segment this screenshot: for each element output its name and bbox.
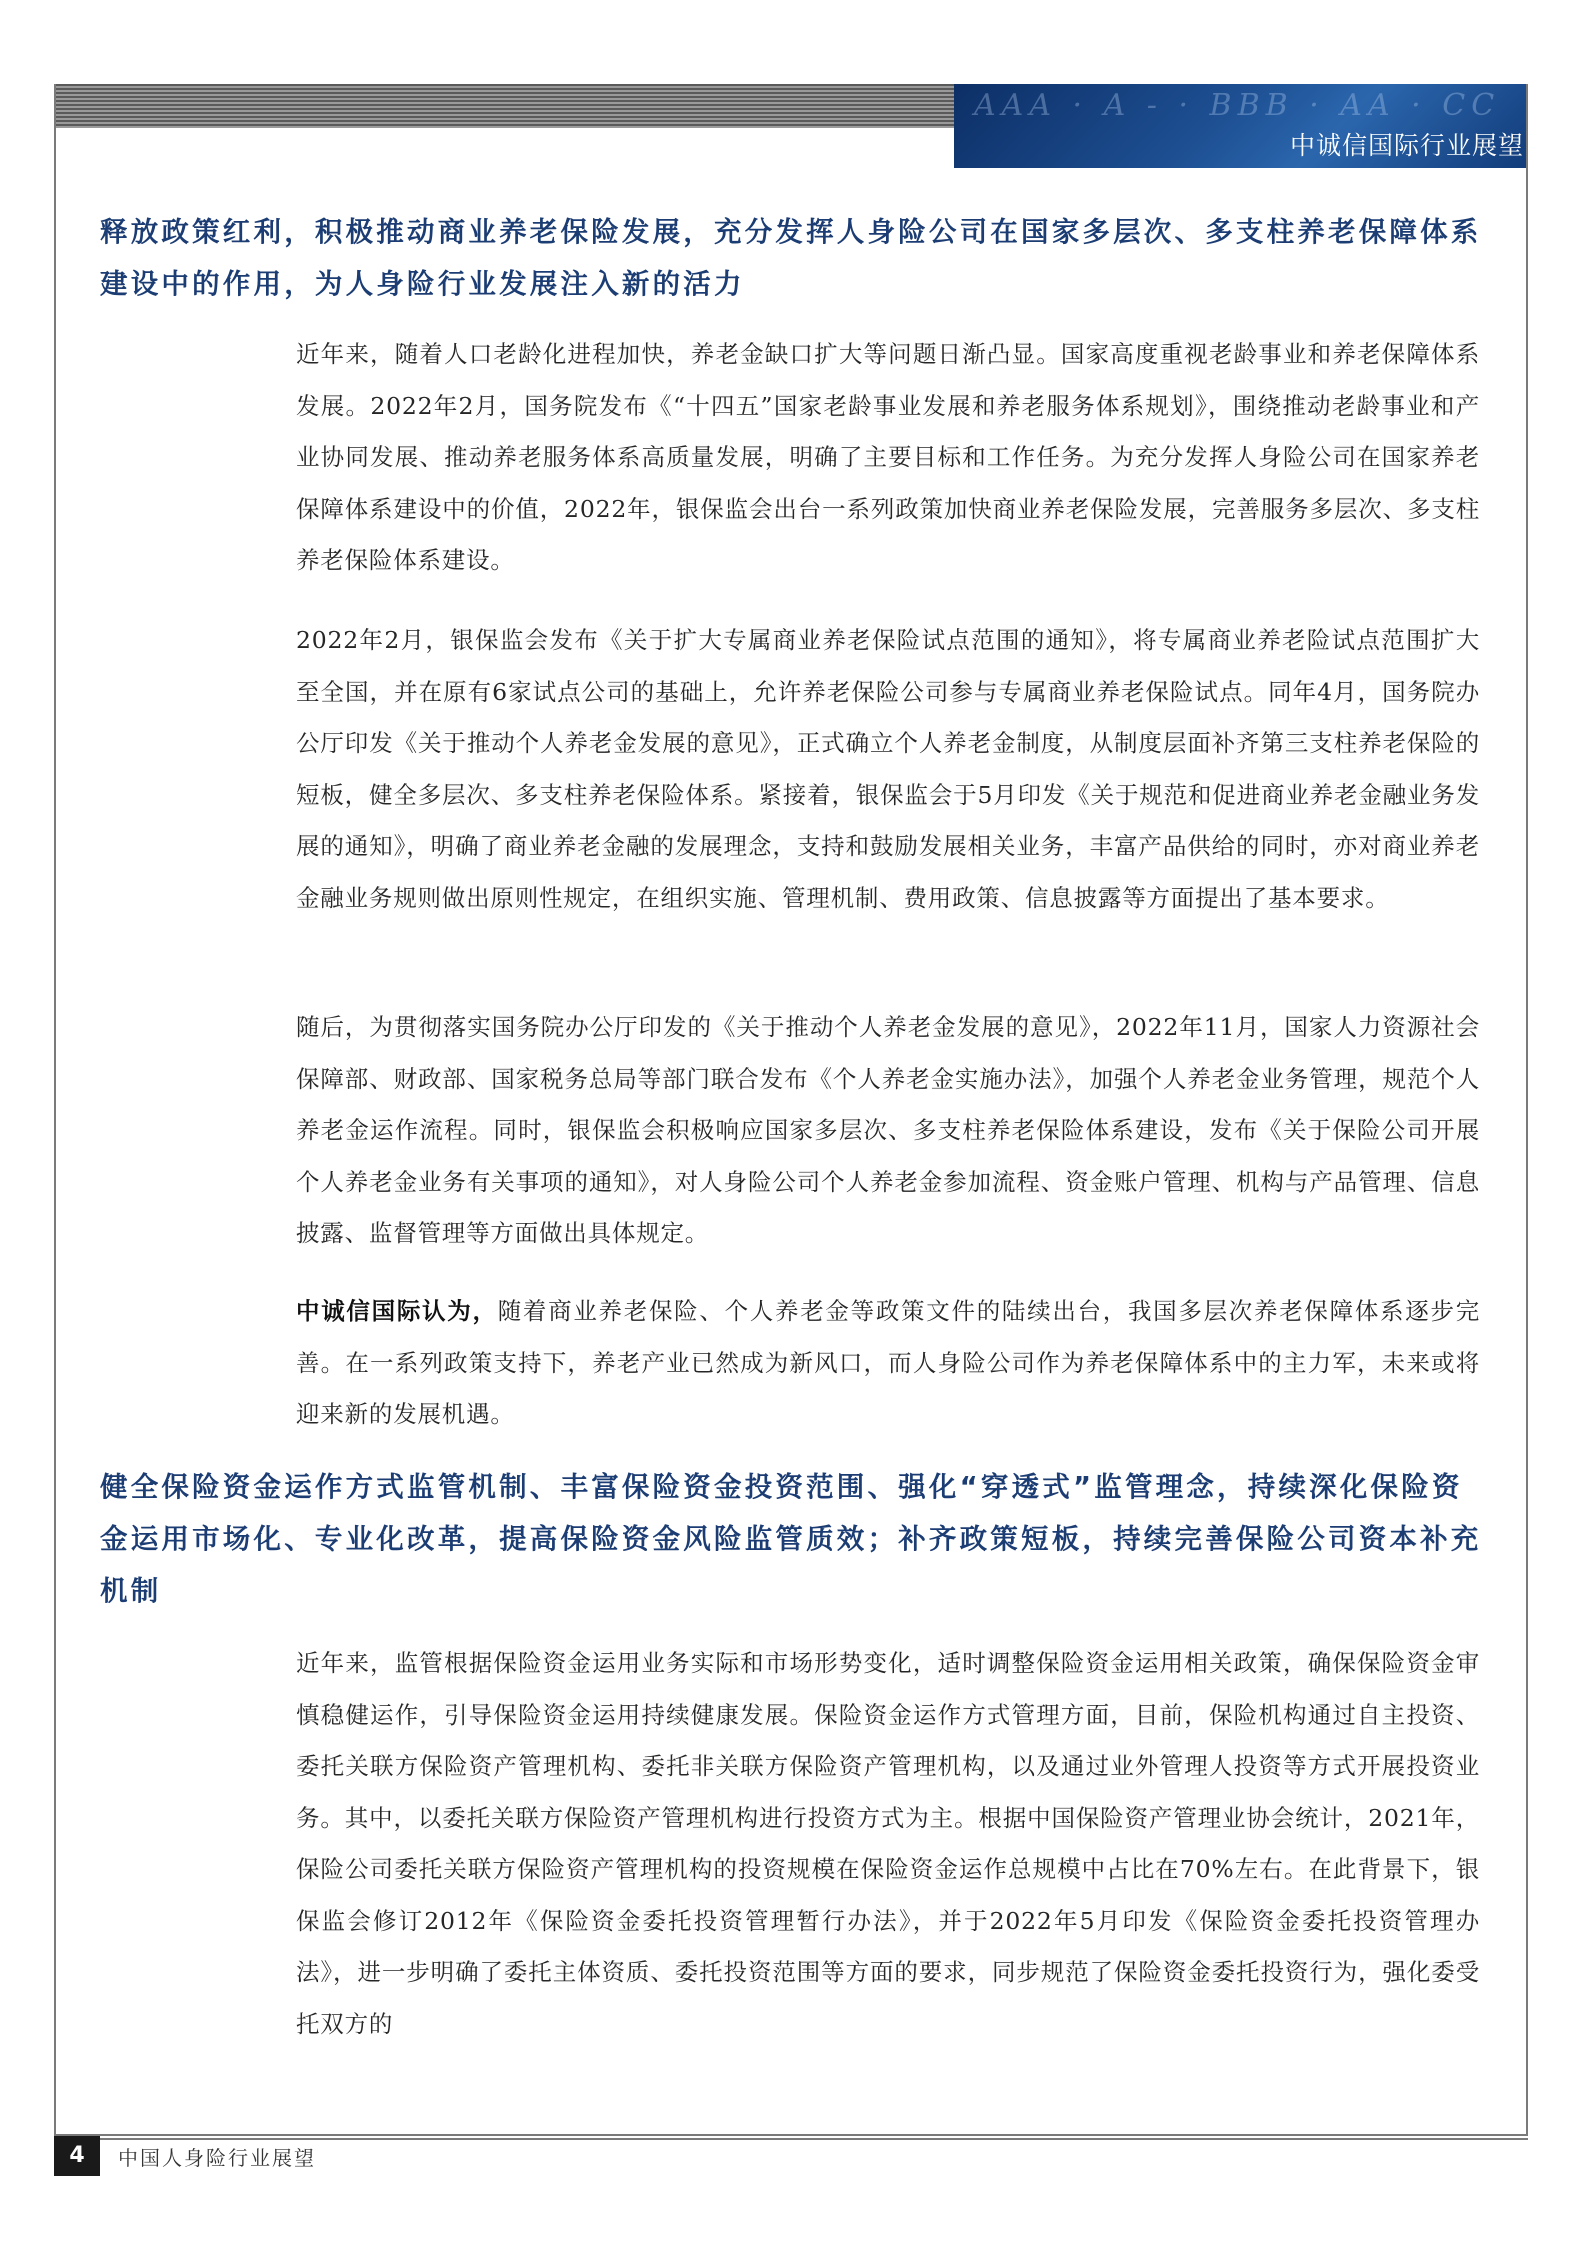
section-heading-pension: 释放政策红利，积极推动商业养老保险发展，充分发挥人身险公司在国家多层次、多支柱养老保障体系建设中的作用，为人身险行业发展注入新的活力	[100, 216, 1482, 300]
page-number: 4	[54, 2136, 100, 2176]
paragraph: 近年来，监管根据保险资金运用业务实际和市场形势变化，适时调整保险资金运用相关政策，确保保险资金审慎稳健运作，引导保险资金运用持续健康发展。保险资金运作方式管理方面，目前，保险机构通过自主投资、委托关联方保险资产管理机构、委托非关联方保险资产管理机构，以及通过业外管理人投资等方式开展投资业务。其中，以委托关联方保险资产管理机构进行投资方式为主。根据中国保险资产管理业协会统计，2021年，保险公司委托关联方保险资产管理机构的投资规模在保险资金运作总规模中占比在70%左右。在此背景下，银保监会修订2012年《保险资金委托投资管理暂行办法》，并于2022年5月印发《保险资金委托投资管理办法》，进一步明确了委托主体资质、委托投资范围等方面的要求，同步规范了保险资金委托投资行为，强化委受托双方的	[296, 1649, 1480, 2038]
conclusion-text: 随着商业养老保险、个人养老金等政策文件的陆续出台，我国多层次养老保障体系逐步完善。在一系列政策支持下，养老产业已然成为新风口，而人身险公司作为养老保障体系中的主力军，未来或将迎来新的发展机遇。	[296, 1297, 1480, 1428]
paragraph-conclusion	[296, 1286, 1480, 1441]
banner-decoration: AAA · A - · BBB · AA · CC	[974, 88, 1501, 123]
paragraph: 随后，为贯彻落实国务院办公厅印发的《关于推动个人养老金发展的意见》，2022年11月，国家人力资源社会保障部、财政部、国家税务总局等部门联合发布《个人养老金实施办法》，加强个人养老金业务管理，规范个人养老金运作流程。同时，银保监会积极响应国家多层次、多支柱养老保险体系建设，发布《关于保险公司开展个人养老金业务有关事项的通知》，对人身险公司个人养老金参加流程、资金账户管理、机构与产品管理、信息披露、监督管理等方面做出具体规定。	[296, 1013, 1480, 1247]
section-heading-funds: 健全保险资金运作方式监管机制、丰富保险资金投资范围、强化“穿透式”监管理念，持续深化保险资金运用市场化、专业化改革，提高保险资金风险监管质效；补齐政策短板，持续完善保险公司资本补充机制	[100, 1471, 1482, 1607]
banner-title: 中诚信国际行业展望	[1289, 131, 1524, 160]
paragraph: 近年来，随着人口老龄化进程加快，养老金缺口扩大等问题日渐凸显。国家高度重视老龄事业和养老保障体系发展。2022年2月，国务院发布《“十四五”国家老龄事业发展和养老服务体系规划》，围绕推动老龄事业和产业协同发展、推动养老服务体系高质量发展，明确了主要目标和工作任务。为充分发挥人身险公司在国家养老保障体系建设中的价值，2022年，银保监会出台一系列政策加快商业养老保险发展，完善服务多层次、多支柱养老保险体系建设。	[296, 340, 1480, 574]
conclusion-lead: 中诚信国际认为，	[296, 1297, 498, 1325]
footer-title: 中国人身险行业展望	[118, 2146, 316, 2170]
paragraph: 2022年2月，银保监会发布《关于扩大专属商业养老保险试点范围的通知》，将专属商业养老险试点范围扩大至全国，并在原有6家试点公司的基础上，允许养老保险公司参与专属商业养老保险试点。同年4月，国务院办公厅印发《关于推动个人养老金发展的意见》，正式确立个人养老金制度，从制度层面补齐第三支柱养老保险的短板，健全多层次、多支柱养老保险体系。紧接着，银保监会于5月印发《关于规范和促进商业养老金融业务发展的通知》，明确了商业养老金融的发展理念，支持和鼓励发展相关业务，丰富产品供给的同时，亦对商业养老金融业务规则做出原则性规定，在组织实施、管理机制、费用政策、信息披露等方面提出了基本要求。	[296, 626, 1480, 912]
